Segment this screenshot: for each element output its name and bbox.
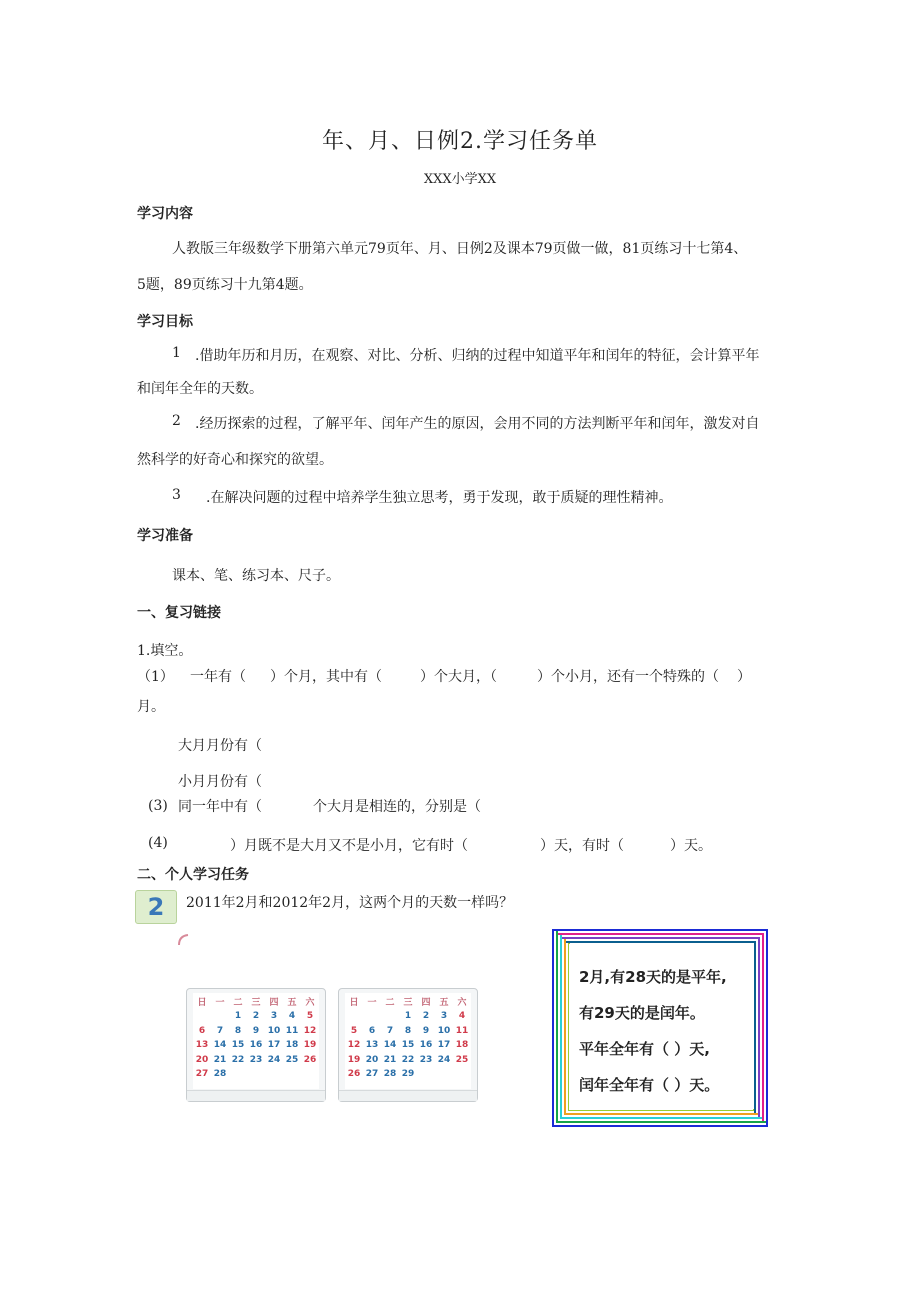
calendar-day: 25 xyxy=(285,1054,299,1065)
sub-4-part-a: ）月既不是大月又不是小月，它有时（ xyxy=(230,838,468,854)
calendar-day: 24 xyxy=(437,1054,451,1065)
goal-2-number: 2 xyxy=(172,413,181,429)
sub-1-part-b: ）个月，其中有（ xyxy=(270,669,382,685)
calendar-day: 14 xyxy=(213,1040,227,1050)
page-title: 年、月、日例2.学习任务单 xyxy=(322,129,598,154)
goal-3-number: 3 xyxy=(172,487,181,503)
calendar-day: 23 xyxy=(249,1054,263,1065)
weekday-header: 六 xyxy=(457,998,467,1008)
calendar-day: 4 xyxy=(458,1011,466,1021)
calendar-day: 6 xyxy=(198,1025,206,1036)
weekday-header: 三 xyxy=(251,998,261,1008)
calendar-day: 21 xyxy=(213,1054,227,1065)
prep-heading: 学习准备 xyxy=(137,528,193,544)
sub-3-label: (3) xyxy=(148,798,168,814)
sub-4-part-c: ）天。 xyxy=(670,838,712,854)
sub-1-part-a: 一年有（ xyxy=(190,669,246,685)
calendar-day: 4 xyxy=(288,1011,296,1021)
sub-4-part-b: ）天，有时（ xyxy=(540,838,624,854)
sub-1-line2: 月。 xyxy=(137,699,165,715)
content-heading: 学习内容 xyxy=(137,206,193,222)
calendar-day: 26 xyxy=(303,1054,317,1065)
weekday-header: 一 xyxy=(215,998,225,1008)
school-name: XXX小学XX xyxy=(423,172,497,187)
calendar-day: 21 xyxy=(383,1054,397,1065)
calendar-day: 5 xyxy=(306,1011,314,1021)
example-number-badge: 2 xyxy=(135,890,177,924)
note-line1: 2月,有28天的是平年, xyxy=(579,968,727,986)
goals-heading: 学习目标 xyxy=(137,314,193,330)
calendar-day: 14 xyxy=(383,1040,397,1050)
calendar-day: 2 xyxy=(422,1011,430,1021)
calendar-day: 28 xyxy=(383,1069,397,1079)
calendar-day: 16 xyxy=(419,1040,433,1050)
goal-1-line2: 和闰年全年的天数。 xyxy=(137,381,263,397)
sub-1-part-c: ）个大月，（ xyxy=(420,669,497,685)
calendar-day: 13 xyxy=(195,1040,209,1050)
sub-1-part-d: ）个小月，还有一个特殊的（ xyxy=(537,669,719,685)
note-line3: 平年全年有（ ）天, xyxy=(579,1040,710,1058)
goal-3-line1: .在解决问题的过程中培养学生独立思考，勇于发现，敢于质疑的理性精神。 xyxy=(206,490,673,506)
calendar-day: 9 xyxy=(252,1025,260,1036)
weekday-header: 二 xyxy=(385,998,395,1008)
weekday-header: 四 xyxy=(269,998,279,1008)
note-line4: 闰年全年有（ ）天。 xyxy=(579,1076,720,1094)
calendar-day: 1 xyxy=(234,1011,242,1021)
leap-year-note xyxy=(551,926,771,1128)
weekday-header: 日 xyxy=(197,998,207,1008)
goal-2-line2: 然科学的好奇心和探究的欲望。 xyxy=(137,452,333,468)
calendar-day: 18 xyxy=(455,1040,469,1050)
calendar-day: 26 xyxy=(347,1069,361,1079)
calendar-day: 10 xyxy=(267,1025,281,1036)
calendar-feb-2011 xyxy=(186,988,326,1102)
weekday-header: 三 xyxy=(403,998,413,1008)
calendar-day: 2 xyxy=(252,1011,260,1021)
sub-3-part-a: 同一年中有（ xyxy=(178,799,262,815)
calendar-day: 23 xyxy=(419,1054,433,1065)
calendar-day: 8 xyxy=(234,1025,242,1036)
calendar-day: 11 xyxy=(455,1025,469,1036)
calendar-day: 27 xyxy=(365,1069,379,1079)
calendar-day: 9 xyxy=(422,1025,430,1036)
calendar-day: 17 xyxy=(267,1040,281,1050)
task-question: 2011年2月和2012年2月，这两个月的天数一样吗？ xyxy=(186,895,514,911)
calendar-day: 22 xyxy=(231,1054,245,1065)
big-months-prompt: 大月月份有（ xyxy=(178,738,262,754)
question-1: 1.填空。 xyxy=(137,643,193,659)
sub-3-part-b: 个大月是相连的，分别是（ xyxy=(313,799,481,815)
calendar-day: 13 xyxy=(365,1040,379,1050)
calendar-day: 7 xyxy=(216,1025,224,1036)
sub-1-part-e: ） xyxy=(737,669,751,685)
small-months-prompt: 小月月份有（ xyxy=(178,774,262,790)
calendar-day: 20 xyxy=(365,1054,379,1065)
content-line1: 人教版三年级数学下册第六单元79页年、月、日例2及课本79页做一做，81页练习十七第4、 xyxy=(172,241,748,257)
calendar-day: 15 xyxy=(401,1040,415,1050)
sub-1-label: （1） xyxy=(137,669,174,685)
note-line2: 有29天的是闰年。 xyxy=(579,1004,705,1022)
calendar-day: 5 xyxy=(350,1025,358,1036)
weekday-header: 日 xyxy=(349,998,359,1008)
calendar-day: 6 xyxy=(368,1025,376,1036)
weekday-header: 四 xyxy=(421,998,431,1008)
calendar-day: 10 xyxy=(437,1025,451,1036)
calendar-day: 3 xyxy=(270,1011,278,1021)
calendar-day: 18 xyxy=(285,1040,299,1050)
prep-line1: 课本、笔、练习本、尺子。 xyxy=(172,568,340,584)
calendar-day: 25 xyxy=(455,1054,469,1065)
weekday-header: 一 xyxy=(367,998,377,1008)
goal-1-line1: .借助年历和月历，在观察、对比、分析、归纳的过程中知道平年和闰年的特征，会计算平年 xyxy=(195,348,760,364)
calendar-day: 27 xyxy=(195,1069,209,1079)
calendar-day: 11 xyxy=(285,1025,299,1036)
weekday-header: 五 xyxy=(287,998,297,1008)
decorative-arc-icon xyxy=(176,932,190,946)
calendar-day: 19 xyxy=(303,1040,317,1050)
calendar-day: 17 xyxy=(437,1040,451,1050)
calendar-day: 19 xyxy=(347,1054,361,1065)
review-heading: 一、复习链接 xyxy=(137,605,221,621)
weekday-header: 五 xyxy=(439,998,449,1008)
calendar-day: 1 xyxy=(404,1011,412,1021)
task-heading: 二、个人学习任务 xyxy=(137,867,249,883)
calendar-day: 20 xyxy=(195,1054,209,1065)
goal-1-number: 1 xyxy=(172,345,181,361)
calendar-day: 22 xyxy=(401,1054,415,1065)
weekday-header: 二 xyxy=(233,998,243,1008)
goal-2-line1: .经历探索的过程，了解平年、闰年产生的原因，会用不同的方法判断平年和闰年，激发对自 xyxy=(195,416,760,432)
calendar-day: 15 xyxy=(231,1040,245,1050)
calendar-feb-2012 xyxy=(338,988,478,1102)
weekday-header: 六 xyxy=(305,998,315,1008)
calendar-day: 12 xyxy=(347,1040,361,1050)
calendar-day: 29 xyxy=(401,1069,415,1079)
calendar-day: 28 xyxy=(213,1069,227,1079)
calendar-day: 16 xyxy=(249,1040,263,1050)
calendar-day: 24 xyxy=(267,1054,281,1065)
calendar-day: 3 xyxy=(440,1011,448,1021)
calendar-day: 12 xyxy=(303,1025,317,1036)
sub-4-label: (4) xyxy=(148,835,168,851)
content-line2: 5题，89页练习十九第4题。 xyxy=(137,277,313,293)
calendar-day: 8 xyxy=(404,1025,412,1036)
calendar-day: 7 xyxy=(386,1025,394,1036)
